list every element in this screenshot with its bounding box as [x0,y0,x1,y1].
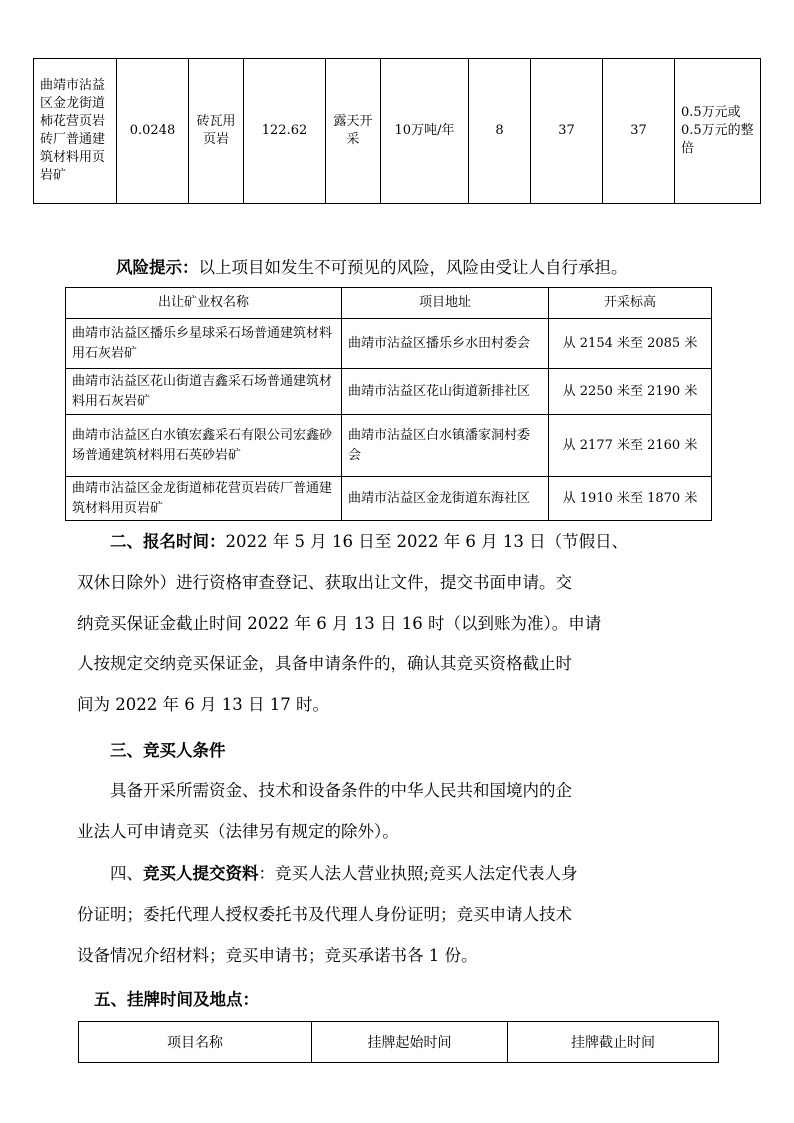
section4-heading: 竞买人提交资料 [143,864,259,883]
risk-note [116,250,628,286]
section2-text: 2022 年 5 月 16 日至 2022 年 6 月 13 日（节假日、 [225,532,629,551]
table-header-row [79,1022,719,1063]
table-cell: 8 [469,59,531,204]
section4-line [110,856,578,892]
table-cell: 曲靖市沾益区花山街道吉鑫采石场普通建筑材料用石灰岩矿 [66,369,342,415]
table-cell: 曲靖市沾益区播乐乡水田村委会 [342,319,549,369]
table-cell: 122.62 [244,59,326,204]
section3-line: 具备开采所需资金、技术和设备条件的中华人民共和国境内的企 [110,781,572,800]
section4-line: 份证明；委托代理人授权委托书及代理人身份证明；竞买申请人技术 [77,905,572,924]
column-header: 出让矿业权名称 [66,288,342,319]
section3-heading: 三、竞买人条件 [110,741,226,760]
listing-table [78,1021,719,1063]
section2-line: 人按规定交纳竞买保证金，具备申请条件的，确认其竞买资格截止时 [77,654,572,673]
table-cell: 从 1910 米至 1870 米 [549,477,712,521]
table-cell: 37 [531,59,603,204]
table-row [66,319,712,369]
column-header: 项目地址 [342,288,549,319]
table-cell: 从 2154 米至 2085 米 [549,319,712,369]
section2-line [110,524,628,560]
table-cell: 从 2177 米至 2160 米 [549,415,712,477]
table-row [66,369,712,415]
risk-table [65,287,712,521]
mining-rights-table [33,58,761,204]
table-cell: 曲靖市沾益区播乐乡星球采石场普通建筑材料用石灰岩矿 [66,319,342,369]
section2-heading: 二、报名时间： [110,532,226,551]
table-row [66,415,712,477]
table-cell: 从 2250 米至 2190 米 [549,369,712,415]
section4-line: 设备情况介绍材料；竞买申请书；竞买承诺书各 1 份。 [77,946,478,965]
table-cell: 曲靖市沾益区金龙街道柿花营页岩砖厂普通建筑材料用页岩矿 [66,477,342,521]
section2-line: 纳竞买保证金截止时间 2022 年 6 月 13 日 16 时（以到账为准）。申请 [77,614,602,633]
risk-text: 以上项目如发生不可预见的风险，风险由受让人自行承担。 [198,258,628,277]
table-row [66,477,712,521]
table-cell: 露天开采 [326,59,381,204]
section2-line: 双休日除外）进行资格审查登记、获取出让文件，提交书面申请。交 [77,573,572,592]
section3-line: 业法人可申请竞买（法律另有规定的除外）。 [77,822,399,841]
column-header: 挂牌起始时间 [312,1022,508,1063]
column-header: 挂牌截止时间 [508,1022,719,1063]
table-cell: 曲靖市沾益区金龙街道柿花营页岩砖厂普通建筑材料用页岩矿 [34,59,117,204]
table-cell: 37 [603,59,675,204]
table-cell: 曲靖市沾益区金龙街道东海社区 [342,477,549,521]
table-row [34,59,761,204]
table-cell: 曲靖市沾益区花山街道新排社区 [342,369,549,415]
column-header: 项目名称 [79,1022,312,1063]
table-cell: 0.0248 [117,59,189,204]
section4-prefix: 四、 [110,864,143,883]
table-cell: 曲靖市沾益区白水镇潘家洞村委会 [342,415,549,477]
table-header-row [66,288,712,319]
section2-line: 间为 2022 年 6 月 13 日 17 时。 [77,695,329,714]
section4-text: ：竞买人法人营业执照;竞买人法定代表人身 [258,864,578,883]
table-cell: 10万吨/年 [381,59,469,204]
table-cell: 砖瓦用页岩 [189,59,244,204]
section5-heading: 五、挂牌时间及地点： [94,990,259,1009]
column-header: 开采标高 [549,288,712,319]
table-cell: 曲靖市沾益区白水镇宏鑫采石有限公司宏鑫砂场普通建筑材料用石英砂岩矿 [66,415,342,477]
table-cell: 0.5万元或0.5万元的整倍 [675,59,761,204]
risk-label: 风险提示： [116,258,199,277]
